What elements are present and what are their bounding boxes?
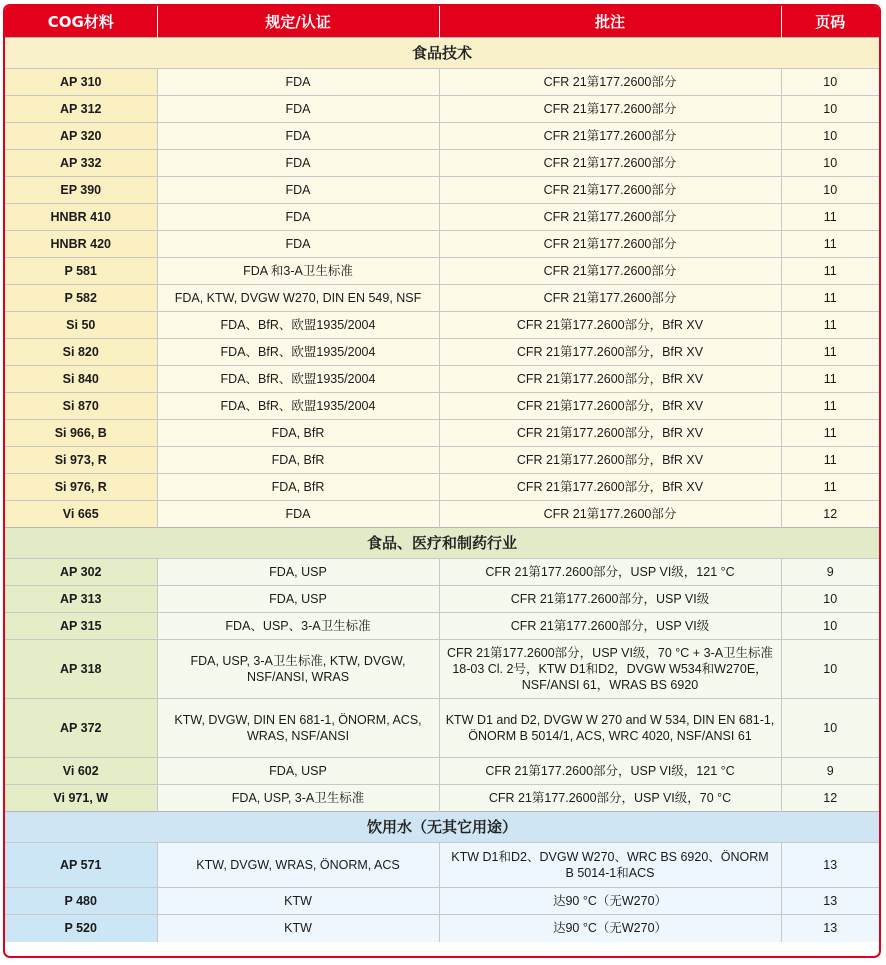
material-cell: EP 390 [5, 177, 157, 204]
certification-cell: FDA、BfR、欧盟1935/2004 [157, 366, 439, 393]
page-cell: 10 [781, 123, 879, 150]
table-row [5, 258, 879, 285]
certification-cell: FDA [157, 231, 439, 258]
page-cell: 13 [781, 888, 879, 915]
certification-cell: FDA、BfR、欧盟1935/2004 [157, 339, 439, 366]
table-row [5, 915, 879, 942]
page-cell: 11 [781, 366, 879, 393]
table-row [5, 366, 879, 393]
certification-cell: FDA [157, 96, 439, 123]
table-row [5, 393, 879, 420]
certification-cell: FDA, BfR [157, 420, 439, 447]
notes-cell: CFR 21第177.2600部分，USP VI级 [439, 586, 781, 613]
section-title: 饮用水（无其它用途） [5, 812, 879, 843]
page-cell: 11 [781, 312, 879, 339]
page-cell: 9 [781, 559, 879, 586]
material-cell: AP 310 [5, 69, 157, 96]
material-cell: AP 313 [5, 586, 157, 613]
page-cell: 11 [781, 474, 879, 501]
page-cell: 11 [781, 258, 879, 285]
section-header-row [5, 38, 879, 69]
certification-cell: FDA, KTW, DVGW W270, DIN EN 549, NSF [157, 285, 439, 312]
material-cell: Si 870 [5, 393, 157, 420]
page-cell: 11 [781, 231, 879, 258]
page-cell: 11 [781, 339, 879, 366]
notes-cell: CFR 21第177.2600部分 [439, 501, 781, 528]
material-cell: Si 976, R [5, 474, 157, 501]
table-row [5, 699, 879, 758]
notes-cell: CFR 21第177.2600部分 [439, 285, 781, 312]
material-cell: Si 840 [5, 366, 157, 393]
certification-cell: FDA [157, 501, 439, 528]
material-cell: AP 571 [5, 843, 157, 888]
material-cell: AP 332 [5, 150, 157, 177]
notes-cell: KTW D1 and D2, DVGW W 270 and W 534, DIN EN 681-1, ÖNORM B 5014/1, ACS, WRC 4020, NSF/ANSI 61 [439, 699, 781, 758]
material-cell: P 480 [5, 888, 157, 915]
table-row [5, 559, 879, 586]
notes-cell: CFR 21第177.2600部分 [439, 231, 781, 258]
notes-cell: 达90 °C（无W270） [439, 915, 781, 942]
table-row [5, 177, 879, 204]
certification-cell: FDA, USP, 3-A卫生标准, KTW, DVGW, NSF/ANSI, WRAS [157, 640, 439, 699]
section-header-row [5, 812, 879, 843]
notes-cell: CFR 21第177.2600部分 [439, 150, 781, 177]
page-cell: 10 [781, 699, 879, 758]
header-row [5, 6, 879, 38]
page-cell: 11 [781, 393, 879, 420]
page-cell: 9 [781, 758, 879, 785]
page-cell: 10 [781, 150, 879, 177]
section-header-row [5, 528, 879, 559]
table-row [5, 888, 879, 915]
certification-cell: FDA、BfR、欧盟1935/2004 [157, 312, 439, 339]
certification-cell: FDA [157, 123, 439, 150]
table-row [5, 285, 879, 312]
notes-cell: CFR 21第177.2600部分，BfR XV [439, 393, 781, 420]
section-title: 食品技术 [5, 38, 879, 69]
page-cell: 11 [781, 204, 879, 231]
table-row [5, 640, 879, 699]
certification-cell: FDA [157, 150, 439, 177]
material-cell: HNBR 410 [5, 204, 157, 231]
table-row [5, 150, 879, 177]
material-cell: P 581 [5, 258, 157, 285]
notes-cell: CFR 21第177.2600部分 [439, 69, 781, 96]
table-row [5, 96, 879, 123]
page-cell: 11 [781, 447, 879, 474]
notes-cell: 达90 °C（无W270） [439, 888, 781, 915]
header-page: 页码 [781, 6, 879, 38]
header-material: COG材料 [5, 6, 157, 38]
material-cell: Si 966, B [5, 420, 157, 447]
certification-cell: FDA, BfR [157, 447, 439, 474]
notes-cell: CFR 21第177.2600部分，USP VI级，121 °C [439, 758, 781, 785]
certification-cell: FDA、USP、3-A卫生标准 [157, 613, 439, 640]
certification-cell: KTW [157, 888, 439, 915]
page-cell: 10 [781, 586, 879, 613]
certification-cell: KTW [157, 915, 439, 942]
notes-cell: CFR 21第177.2600部分，USP VI级，70 °C + 3-A卫生标准18-03 Cl. 2号，KTW D1和D2，DVGW W534和W270E，NSF/ANSI 61，WRAS BS 6920 [439, 640, 781, 699]
material-cell: AP 312 [5, 96, 157, 123]
table-row [5, 69, 879, 96]
material-cell: AP 318 [5, 640, 157, 699]
notes-cell: CFR 21第177.2600部分，BfR XV [439, 474, 781, 501]
table-row [5, 447, 879, 474]
material-cell: Vi 971, W [5, 785, 157, 812]
certification-cell: FDA、BfR、欧盟1935/2004 [157, 393, 439, 420]
notes-cell: CFR 21第177.2600部分，USP VI级，70 °C [439, 785, 781, 812]
material-cell: Si 820 [5, 339, 157, 366]
table-row [5, 231, 879, 258]
page-cell: 10 [781, 177, 879, 204]
notes-cell: CFR 21第177.2600部分，BfR XV [439, 447, 781, 474]
certification-cell: FDA [157, 204, 439, 231]
certification-table-frame [3, 4, 881, 958]
table-row [5, 339, 879, 366]
table-row [5, 613, 879, 640]
material-cell: AP 302 [5, 559, 157, 586]
certification-table [5, 6, 879, 942]
notes-cell: KTW D1和D2、DVGW W270、WRC BS 6920、ÖNORM B 5014-1和ACS [439, 843, 781, 888]
certification-cell: KTW, DVGW, WRAS, ÖNORM, ACS [157, 843, 439, 888]
table-row [5, 474, 879, 501]
page-cell: 11 [781, 285, 879, 312]
page-cell: 10 [781, 640, 879, 699]
certification-cell: FDA, USP, 3-A卫生标准 [157, 785, 439, 812]
page-cell: 10 [781, 96, 879, 123]
table-row [5, 312, 879, 339]
page-cell: 13 [781, 843, 879, 888]
table-row [5, 420, 879, 447]
notes-cell: CFR 21第177.2600部分，USP VI级 [439, 613, 781, 640]
certification-cell: FDA [157, 69, 439, 96]
certification-cell: FDA, BfR [157, 474, 439, 501]
notes-cell: CFR 21第177.2600部分 [439, 204, 781, 231]
section-title: 食品、医疗和制药行业 [5, 528, 879, 559]
notes-cell: CFR 21第177.2600部分，BfR XV [439, 312, 781, 339]
table-row [5, 586, 879, 613]
table-row [5, 501, 879, 528]
certification-cell: KTW, DVGW, DIN EN 681-1, ÖNORM, ACS, WRAS, NSF/ANSI [157, 699, 439, 758]
page-cell: 11 [781, 420, 879, 447]
notes-cell: CFR 21第177.2600部分 [439, 96, 781, 123]
table-row [5, 785, 879, 812]
table-row [5, 843, 879, 888]
certification-cell: FDA [157, 177, 439, 204]
certification-cell: FDA, USP [157, 586, 439, 613]
certification-cell: FDA 和3-A卫生标准 [157, 258, 439, 285]
certification-cell: FDA, USP [157, 559, 439, 586]
certification-cell: FDA, USP [157, 758, 439, 785]
material-cell: AP 320 [5, 123, 157, 150]
page-cell: 10 [781, 613, 879, 640]
material-cell: AP 372 [5, 699, 157, 758]
page-cell: 12 [781, 785, 879, 812]
notes-cell: CFR 21第177.2600部分，BfR XV [439, 339, 781, 366]
material-cell: HNBR 420 [5, 231, 157, 258]
page-cell: 13 [781, 915, 879, 942]
notes-cell: CFR 21第177.2600部分，USP VI级，121 °C [439, 559, 781, 586]
table-row [5, 123, 879, 150]
material-cell: Si 973, R [5, 447, 157, 474]
notes-cell: CFR 21第177.2600部分，BfR XV [439, 366, 781, 393]
material-cell: P 520 [5, 915, 157, 942]
notes-cell: CFR 21第177.2600部分 [439, 177, 781, 204]
page-cell: 10 [781, 69, 879, 96]
notes-cell: CFR 21第177.2600部分，BfR XV [439, 420, 781, 447]
header-notes: 批注 [439, 6, 781, 38]
material-cell: Vi 602 [5, 758, 157, 785]
header-certification: 规定/认证 [157, 6, 439, 38]
material-cell: Si 50 [5, 312, 157, 339]
table-body [5, 38, 879, 942]
material-cell: Vi 665 [5, 501, 157, 528]
material-cell: P 582 [5, 285, 157, 312]
notes-cell: CFR 21第177.2600部分 [439, 258, 781, 285]
table-row [5, 204, 879, 231]
notes-cell: CFR 21第177.2600部分 [439, 123, 781, 150]
page-cell: 12 [781, 501, 879, 528]
table-row [5, 758, 879, 785]
material-cell: AP 315 [5, 613, 157, 640]
